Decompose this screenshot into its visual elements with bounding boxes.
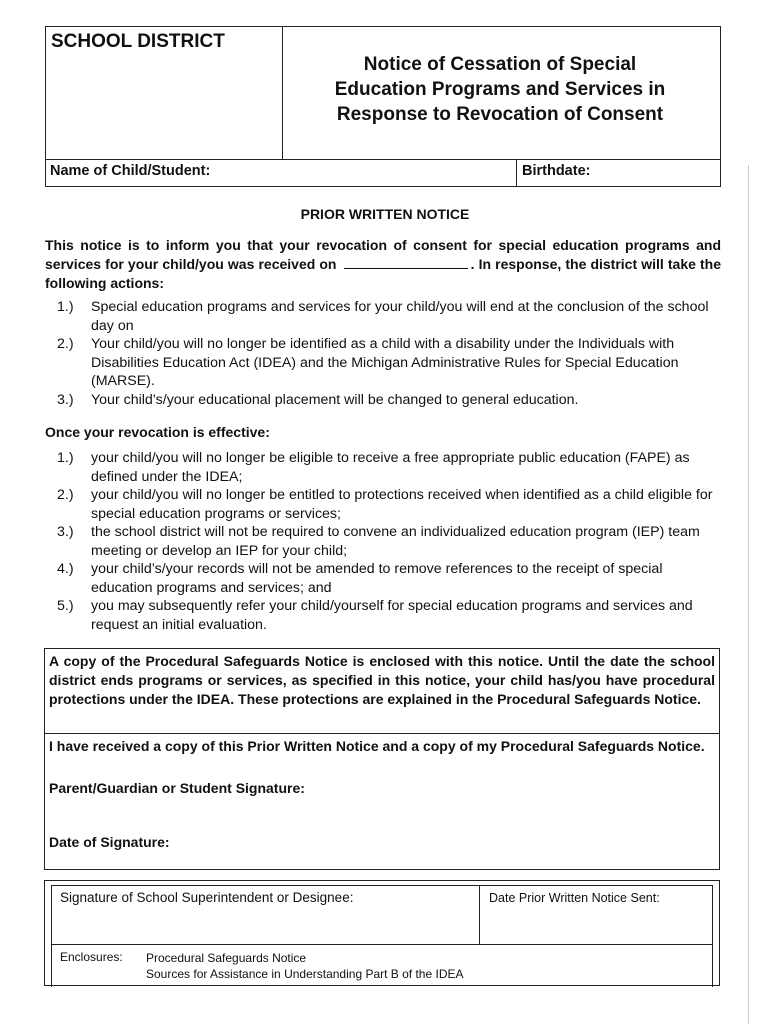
title-line-3: Response to Revocation of Consent — [336, 104, 664, 125]
item-text: your child’s/your records will not be amended to remove references to the receipt of special education programs and services; and — [91, 561, 663, 596]
student-info-divider — [516, 159, 517, 187]
list-item — [45, 391, 721, 410]
intro-paragraph — [45, 236, 721, 293]
list-item — [45, 335, 721, 391]
item-number: 4.) — [57, 561, 74, 577]
effective-list — [45, 449, 721, 634]
list-item — [45, 486, 721, 523]
signature-date-field[interactable]: Date of Signature: — [49, 834, 170, 850]
item-number: 3.) — [57, 391, 74, 408]
list-item — [45, 597, 721, 634]
enclosures-label: Enclosures: — [60, 950, 123, 964]
item-number: 2.) — [57, 487, 74, 503]
enclosures-divider — [51, 944, 713, 945]
item-text: your child/you will no longer be entitled to protections received when identified as a child eligible for special education programs or services; — [91, 487, 713, 522]
item-number: 3.) — [57, 524, 74, 540]
notice-title — [300, 52, 700, 127]
birthdate-field[interactable]: Birthdate: — [522, 163, 591, 179]
enclosure-item: Procedural Safeguards Notice — [146, 951, 307, 965]
header-divider — [282, 26, 283, 160]
safeguards-divider — [44, 733, 720, 734]
child-name-field[interactable]: Name of Child/Student: — [50, 163, 211, 179]
intro-part-1: This notice is to inform you that your revocation of consent for special education programs and services for your child/you was received on — [45, 237, 721, 272]
list-item — [45, 449, 721, 486]
intro-part-2: . In response, the district will take the following actions: — [45, 256, 722, 291]
title-line-1: Notice of Cessation of Special — [363, 54, 637, 75]
list-item — [45, 298, 721, 335]
parent-signature-field[interactable]: Parent/Guardian or Student Signature: — [49, 780, 305, 796]
district-signature-divider — [479, 885, 480, 944]
enclosures-list — [146, 950, 464, 982]
list-item — [45, 523, 721, 560]
enclosure-item: Sources for Assistance in Understanding Part B of the IDEA — [146, 967, 464, 981]
district-label: SCHOOL DISTRICT — [51, 31, 225, 52]
superintendent-signature-field[interactable]: Signature of School Superintendent or Designee: — [60, 890, 354, 905]
item-number: 2.) — [57, 336, 74, 352]
actions-list — [45, 298, 721, 409]
revocation-date-blank[interactable] — [344, 256, 468, 269]
item-number: 5.) — [57, 598, 74, 614]
item-text: the school district will not be required to convene an individualized education program (IEP) team meeting or develop an IEP for your child; — [91, 524, 700, 559]
item-text: Special education programs and services for your child/you will end at the conclusion of the school day on — [91, 299, 709, 334]
effective-title: Once your revocation is effective: — [45, 424, 270, 440]
item-text: Your child/you will no longer be identified as a child with a disability under the Individuals with Disabilities Education Act (IDEA) and the Michigan Administrative Rules for Special Education (MARSE). — [91, 336, 679, 389]
acknowledgement-text: I have received a copy of this Prior Written Notice and a copy of my Procedural Safeguards Notice. — [49, 738, 705, 754]
item-number: 1.) — [57, 450, 74, 466]
scan-edge-line — [748, 165, 749, 1024]
title-line-2: Education Programs and Services in — [334, 79, 666, 100]
safeguards-notice-text: A copy of the Procedural Safeguards Notice is enclosed with this notice. Until the date the school district ends programs or services, as specified in this notice, your child has/you have procedural protections under the IDEA. These protections are explained in the Procedural Safeguards Notice. — [49, 653, 715, 707]
item-text: your child/you will no longer be eligible to receive a free appropriate public education (FAPE) as defined under the IDEA; — [91, 450, 690, 485]
section-title: PRIOR WRITTEN NOTICE — [300, 206, 470, 222]
item-text: you may subsequently refer your child/yourself for special education programs and services and request an initial evaluation. — [91, 598, 693, 633]
list-item — [45, 560, 721, 597]
item-text: Your child’s/your educational placement will be changed to general education. — [91, 391, 579, 408]
date-notice-sent-field[interactable]: Date Prior Written Notice Sent: — [489, 891, 660, 905]
item-number: 1.) — [57, 299, 74, 315]
